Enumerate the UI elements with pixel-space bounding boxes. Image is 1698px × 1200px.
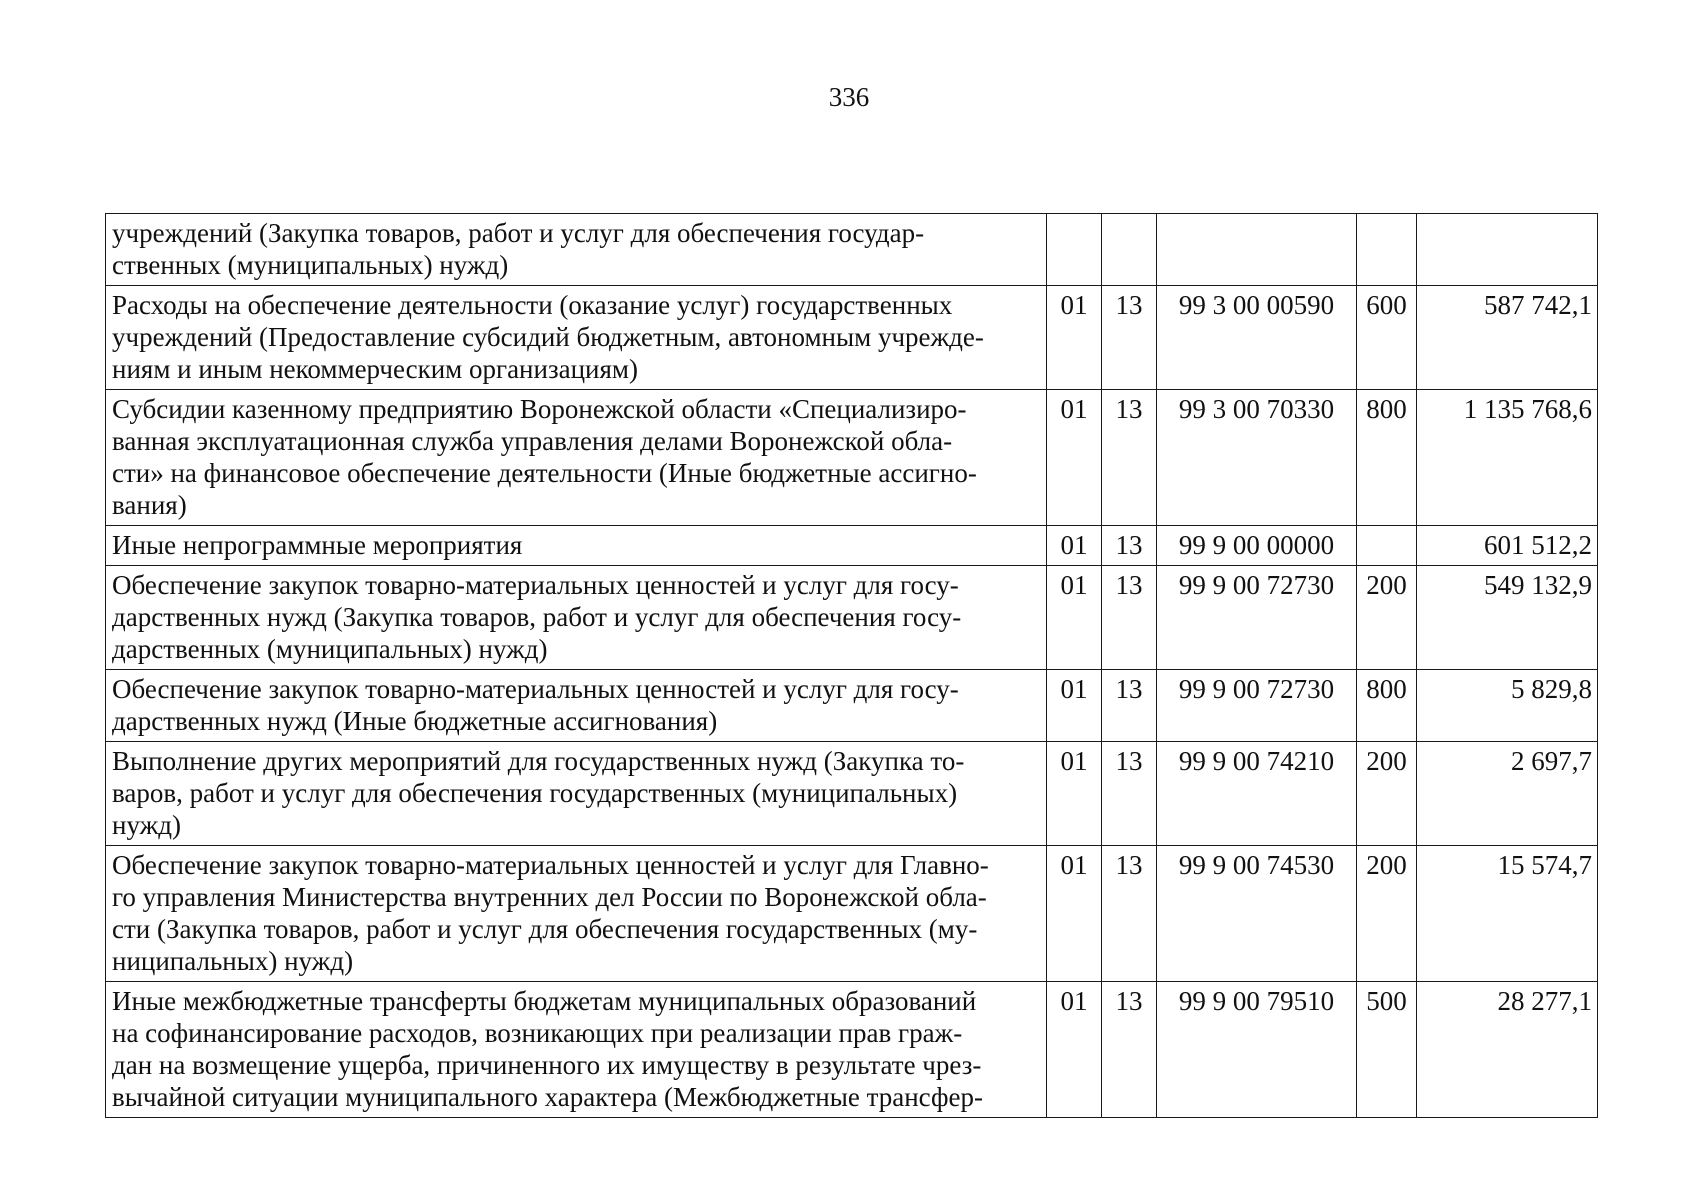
expense-name-cell bbox=[106, 526, 1047, 566]
expense-type-cell: 200 bbox=[1357, 846, 1417, 982]
table-row bbox=[106, 982, 1598, 1118]
text-line: Иные непрограммные мероприятия bbox=[112, 530, 523, 560]
text-line: учреждений (Закупка товаров, работ и услуг для обеспечения государ- bbox=[112, 218, 925, 248]
amount-cell bbox=[1417, 214, 1598, 286]
target-article-cell: 99 9 00 74530 bbox=[1157, 846, 1357, 982]
section-code-cell: 01 bbox=[1047, 982, 1102, 1118]
text-line: дарственных (муниципальных) нужд) bbox=[112, 634, 548, 664]
table-row bbox=[106, 214, 1598, 286]
amount-cell: 28 277,1 bbox=[1417, 982, 1598, 1118]
text-line: Субсидии казенному предприятию Воронежской области «Специализиро- bbox=[112, 394, 967, 424]
expense-name-cell bbox=[106, 214, 1047, 286]
amount-cell: 587 742,1 bbox=[1417, 286, 1598, 390]
text-line: нужд) bbox=[112, 810, 181, 840]
text-line: ственных (муниципальных) нужд) bbox=[112, 250, 509, 280]
text-line: ниям и иным некоммерческим организациям) bbox=[112, 354, 638, 384]
page-number: 336 bbox=[828, 82, 870, 112]
expense-type-cell: 200 bbox=[1357, 742, 1417, 846]
table-row bbox=[106, 526, 1598, 566]
text-line: Обеспечение закупок товарно-материальных ценностей и услуг для госу- bbox=[112, 674, 959, 704]
expense-name-cell bbox=[106, 286, 1047, 390]
table-row bbox=[106, 566, 1598, 670]
target-article-cell: 99 9 00 72730 bbox=[1157, 670, 1357, 742]
text-line: дарственных нужд (Закупка товаров, работ и услуг для обеспечения госу- bbox=[112, 602, 962, 632]
expense-name-cell bbox=[106, 390, 1047, 526]
text-line: Обеспечение закупок товарно-материальных ценностей и услуг для Главно- bbox=[112, 850, 989, 880]
amount-cell: 601 512,2 bbox=[1417, 526, 1598, 566]
text-line: дан на возмещение ущерба, причиненного их имуществу в результате чрез- bbox=[112, 1050, 982, 1080]
section-code-cell: 01 bbox=[1047, 566, 1102, 670]
target-article-cell bbox=[1157, 214, 1357, 286]
target-article-cell: 99 9 00 72730 bbox=[1157, 566, 1357, 670]
expense-type-cell bbox=[1357, 214, 1417, 286]
subsection-code-cell: 13 bbox=[1102, 670, 1157, 742]
subsection-code-cell: 13 bbox=[1102, 526, 1157, 566]
table-row bbox=[106, 286, 1598, 390]
subsection-code-cell bbox=[1102, 214, 1157, 286]
expense-name-cell bbox=[106, 742, 1047, 846]
section-code-cell bbox=[1047, 214, 1102, 286]
subsection-code-cell: 13 bbox=[1102, 982, 1157, 1118]
target-article-cell: 99 3 00 00590 bbox=[1157, 286, 1357, 390]
subsection-code-cell: 13 bbox=[1102, 566, 1157, 670]
target-article-cell: 99 9 00 00000 bbox=[1157, 526, 1357, 566]
text-line: Иные межбюджетные трансферты бюджетам муниципальных образований bbox=[112, 986, 977, 1016]
table-row bbox=[106, 670, 1598, 742]
subsection-code-cell: 13 bbox=[1102, 742, 1157, 846]
table-row bbox=[106, 390, 1598, 526]
expense-name-cell bbox=[106, 982, 1047, 1118]
target-article-cell: 99 9 00 79510 bbox=[1157, 982, 1357, 1118]
section-code-cell: 01 bbox=[1047, 670, 1102, 742]
section-code-cell: 01 bbox=[1047, 846, 1102, 982]
text-line: вания) bbox=[112, 490, 187, 520]
amount-cell: 1 135 768,6 bbox=[1417, 390, 1598, 526]
expense-type-cell: 200 bbox=[1357, 566, 1417, 670]
text-line: Обеспечение закупок товарно-материальных ценностей и услуг для госу- bbox=[112, 570, 959, 600]
amount-cell: 15 574,7 bbox=[1417, 846, 1598, 982]
target-article-cell: 99 3 00 70330 bbox=[1157, 390, 1357, 526]
expense-name-cell bbox=[106, 566, 1047, 670]
text-line: Выполнение других мероприятий для государственных нужд (Закупка то- bbox=[112, 746, 965, 776]
text-line: ниципальных) нужд) bbox=[112, 946, 354, 976]
amount-cell: 549 132,9 bbox=[1417, 566, 1598, 670]
expense-name-cell bbox=[106, 670, 1047, 742]
section-code-cell: 01 bbox=[1047, 526, 1102, 566]
text-line: дарственных нужд (Иные бюджетные ассигнования) bbox=[112, 706, 718, 736]
expense-type-cell: 600 bbox=[1357, 286, 1417, 390]
text-line: Расходы на обеспечение деятельности (оказание услуг) государственных bbox=[112, 290, 953, 320]
text-line: ванная эксплуатационная служба управления делами Воронежской обла- bbox=[112, 426, 953, 456]
subsection-code-cell: 13 bbox=[1102, 846, 1157, 982]
budget-table bbox=[105, 213, 1598, 1118]
table-row bbox=[106, 846, 1598, 982]
subsection-code-cell: 13 bbox=[1102, 286, 1157, 390]
expense-type-cell bbox=[1357, 526, 1417, 566]
text-line: сти» на финансовое обеспечение деятельности (Иные бюджетные ассигно- bbox=[112, 458, 977, 488]
text-line: сти (Закупка товаров, работ и услуг для обеспечения государственных (му- bbox=[112, 914, 978, 944]
text-line: учреждений (Предоставление субсидий бюджетным, автономным учрежде- bbox=[112, 322, 984, 352]
section-code-cell: 01 bbox=[1047, 742, 1102, 846]
expense-type-cell: 500 bbox=[1357, 982, 1417, 1118]
text-line: вычайной ситуации муниципального характера (Межбюджетные трансфер- bbox=[112, 1082, 983, 1112]
amount-cell: 2 697,7 bbox=[1417, 742, 1598, 846]
section-code-cell: 01 bbox=[1047, 390, 1102, 526]
table-row bbox=[106, 742, 1598, 846]
amount-cell: 5 829,8 bbox=[1417, 670, 1598, 742]
expense-type-cell: 800 bbox=[1357, 390, 1417, 526]
text-line: го управления Министерства внутренних дел России по Воронежской обла- bbox=[112, 882, 987, 912]
section-code-cell: 01 bbox=[1047, 286, 1102, 390]
expense-type-cell: 800 bbox=[1357, 670, 1417, 742]
target-article-cell: 99 9 00 74210 bbox=[1157, 742, 1357, 846]
text-line: на софинансирование расходов, возникающих при реализации прав граж- bbox=[112, 1018, 963, 1048]
subsection-code-cell: 13 bbox=[1102, 390, 1157, 526]
text-line: варов, работ и услуг для обеспечения государственных (муниципальных) bbox=[112, 778, 958, 808]
expense-name-cell bbox=[106, 846, 1047, 982]
